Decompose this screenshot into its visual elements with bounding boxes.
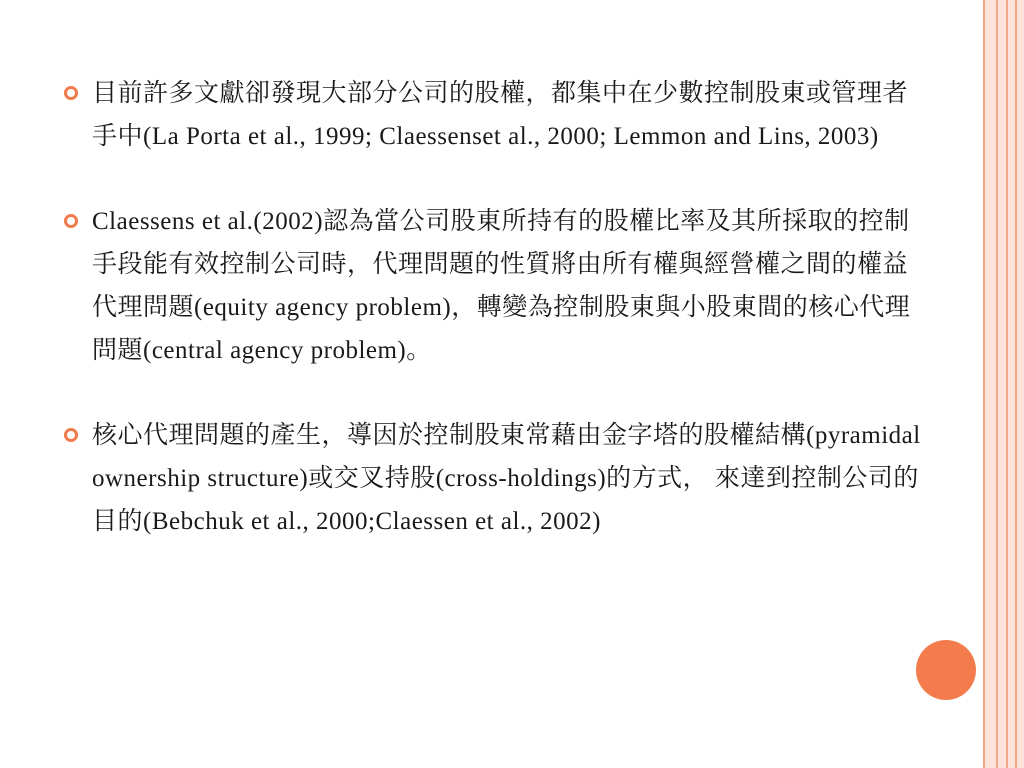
hollow-circle-bullet-icon	[64, 214, 78, 228]
decorative-side-band	[983, 0, 1024, 768]
bullet-text: 目前許多文獻卻發現大部分公司的股權，都集中在少數控制股東或管理者手中(La Porta et al., 1999; Claessenset al., 2000; Lemmon and Lins, 2003)	[92, 80, 909, 150]
decorative-stripe-line	[983, 0, 985, 768]
hollow-circle-bullet-icon	[64, 428, 78, 442]
bullet-item-2	[62, 200, 922, 372]
hollow-circle-bullet-icon	[64, 86, 78, 100]
bullet-item-1	[62, 72, 922, 158]
bullet-text: 核心代理問題的產生，導因於控制股東常藉由金字塔的股權結構(pyramidal ownership structure)或交叉持股(cross-holdings)的方式， 來達到控制公司的目的(Bebchuk et al., 2000;Claessen et al., 2002)	[92, 422, 921, 535]
bullet-list	[62, 72, 922, 585]
decorative-stripe-line	[1006, 0, 1008, 768]
bullet-text: Claessens et al.(2002)認為當公司股東所持有的股權比率及其所採取的控制手段能有效控制公司時，代理問題的性質將由所有權與經營權之間的權益代理問題(equity agency problem)，轉變為控制股東與小股東間的核心代理問題(central agency problem)。	[92, 208, 911, 364]
bullet-item-3	[62, 414, 922, 543]
decorative-orange-circle	[916, 640, 976, 700]
decorative-stripe-line	[1015, 0, 1017, 768]
decorative-stripe-line	[996, 0, 998, 768]
